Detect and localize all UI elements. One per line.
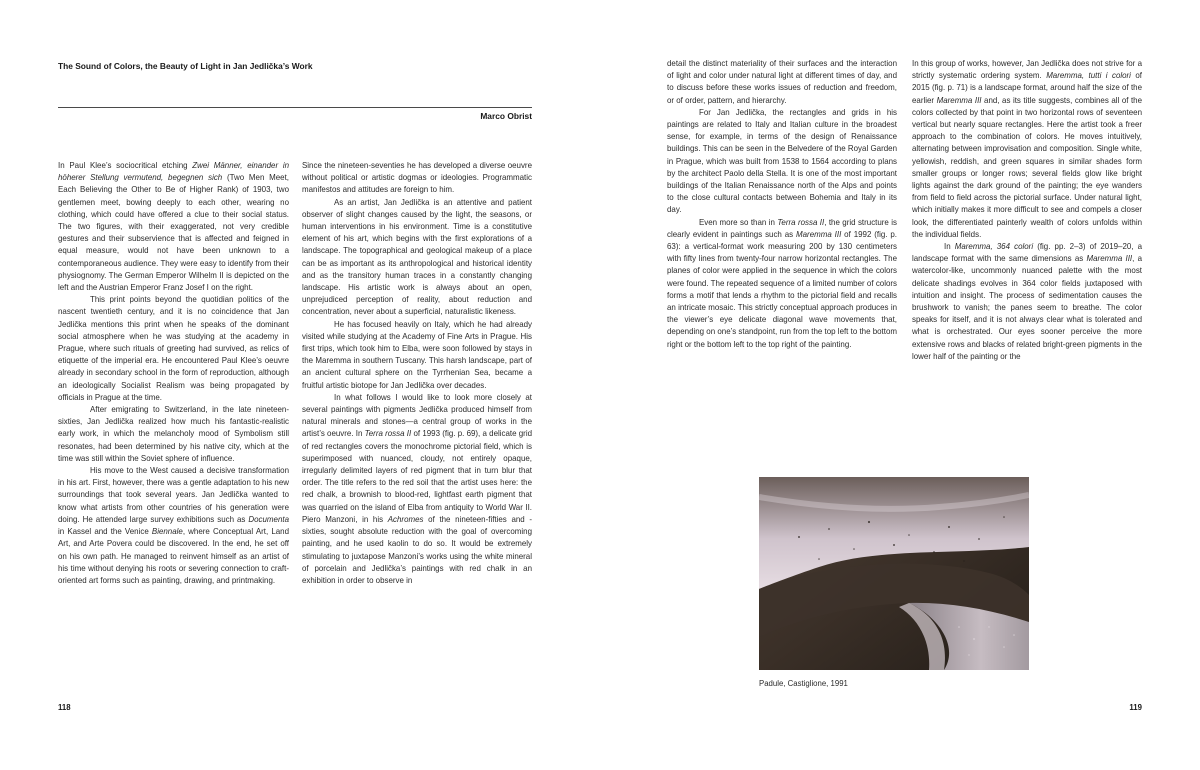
paragraph: He has focused heavily on Italy, which he had already visited while studying at the Academy of Fine Arts in Prague. His first trips, which took him to Elba, were soon followed by stays in the Maremma in southern Tuscany. This harsh landscape, part of an ancient cultural sphere on the Tyrrhenian Sea, became a fruitful artistic biotope for Jan Jedlička over decades. [302,319,532,390]
running-title: The Sound of Colors, the Beauty of Light in Jan Jedlička’s Work [58,61,313,71]
right-page [600,0,1200,770]
text-column-4 [912,58,1142,363]
text-column-3 [667,58,897,351]
paragraph: As an artist, Jan Jedlička is an attentive and patient observer of slight changes caused by the light, the seasons, or human interventions in his environment. Time is a constitutive element of his art, which begins with the first explorations of a landscape. The topographical and geological makeup of a place can be as important as its anthropological and historical identity and as the transitory human traces in a constantly changing landscape. His artistic work is always about an open, unprejudiced perception of reality, about reduction and concentration, never about a superficial, naturalistic likeness. [302,197,532,317]
paragraph: In Paul Klee’s sociocritical etching Zwei Männer, einander in höherer Stellung vermutend, begegnen sich (Two Men Meet, Each Believing the Other to Be of Higher Rank) of 1903, two gentlemen meet, bowing deeply to each other, wearing no clothing, which could have offered a clue to their social status. The two figures, with their exaggerated, not very credible gestures and their subservience that is affected and feigned in equal measure, would not have been unknown to a contemporaneous audience. They were easy to identify from their physiognomy. The German Emperor Wilhelm II is depicted on the left and the Austrian Emperor Franz Josef I on the right. [58,161,289,293]
text-column-2 [302,160,532,587]
figure-caption: Padule, Castiglione, 1991 [759,679,848,688]
text-column-1 [58,160,289,587]
paragraph: This print points beyond the quotidian politics of the nascent twentieth century, and it is no coincidence that Jan Jedlička mentions this print when he speaks of the dominant social atmosphere when he was studying at the academy in Prague, where such rituals of greeting had survived, as relics of etiquette of the imperial era. He encountered Paul Klee’s oeuvre already in secondary school in the form of reproduction, although an ideologically Socialist Realism was being propagated by officials in Prague at the time. [58,295,289,402]
paragraph: His move to the West caused a decisive transformation in his art. First, however, there was a gentle adaptation to his new surroundings that took several years. Jan Jedlička wanted to know what artists from other countries of his generation were doing. He attended large survey exhibitions such as Documenta in Kassel and the Venice Biennale, where Conceptual Art, Land Art, and Arte Povera could be discovered. In the end, he set off on his own path. He managed to reinvent himself as an artist of his time without denying his roots or severing connection to craft-oriented art forms such as painting, drawing, and printmaking. [58,466,289,585]
page-number-right: 119 [1129,703,1142,712]
paragraph: In Maremma, 364 colori (fig. pp. 2–3) of 2019–20, a landscape format with the same dimensions as Maremma III, a watercolor-like, uncommonly nuanced palette with the most delicate shadings evolves in 364 color fields juxtaposed with intuition and insight. The process of sedimentation causes the brushwork to vanish; the panes seem to breathe. The color speaks for itself, and it is not always clear what is tolerated and what is orchestrated. Our eyes sooner perceive the more extensive rows and blacks of related bright-green pigments in the lower half of the painting or the [912,242,1143,361]
paragraph: After emigrating to Switzerland, in the late nineteen-sixties, Jan Jedlička realized how much his fantastic-realistic early work, in which the melancholy mood of Symbolism still resonates, had been determined by his native city, which at the time was still within the Soviet sphere of influence. [58,405,289,463]
photo-illustration [759,477,1029,670]
paragraph: detail the distinct materiality of their surfaces and the interaction of light and color under natural light at different times of day, and to discuss before these works issues of reduction and freedom, or of order, pattern, and hierarchy. [667,59,897,105]
paragraph: Since the nineteen-seventies he has developed a diverse oeuvre without political or artistic dogmas or ideologies. Programmatic manifestos and attitudes are foreign to him. [302,161,532,195]
paragraph: Even more so than in Terra rossa II, the grid structure is clearly evident in paintings such as Maremma III of 1992 (fig. p. 63): a vertical-format work measuring 200 by 130 centimeters with fifty lines from twenty-four narrow horizontal rectangles. The planes of color were applied in the sequence in which the colors were found. The repeated sequence of a limited number of colors forms a motif that lends a rhythm to the pictorial field and recalls an intricate mosaic. This strictly conceptual approach produces in the viewer’s eye delicate diagonal wave movements that, depending on one’s standpoint, run from the top left to the bottom right or the bottom left to the top right of the painting. [667,217,898,349]
landscape-photo [759,477,1029,670]
paragraph: For Jan Jedlička, the rectangles and grids in his paintings are related to Italy and Italian culture in the broadest sense, for example, in terms of the design of Renaissance buildings. This can be seen in the Belvedere of the Royal Garden in Prague, which was built from 1538 to 1564 according to plans by the architect Paolo della Stella. It is one of the most important buildings of the Italian Renaissance north of the Alps and points to the close cultural contacts between Bohemia and Italy in its day. [667,107,897,215]
paragraph: In this group of works, however, Jan Jedlička does not strive for a strictly systematic ordering system. Maremma, tutti i colori of 2015 (fig. p. 71) is a landscape format, around half the size of the earlier Maremma III and, as its title suggests, combines all of the colors collected by that point in two horizontal rows of seventeen vertical but nearly square rectangles. Here the artist took a freer approach to the combination of colors. He moves intuitively, alternating between improvisation and composition. Single white, yellowish, reddish, and green squares in similar shades form smaller groups or longer rows; several fields glow like bright lights against the dark ground of the painting; the eye wanders from field to field across the pictorial surface. Under natural light, which initially makes it more difficult to see and compels a closer look, the differentiated painterly wealth of colors unfolds within the individual fields. [912,59,1143,239]
page-number-left: 118 [58,703,71,712]
paragraph: In what follows I would like to look more closely at several paintings with pigments Jedlička produced himself from natural minerals and stones—a central group of works in the artist’s oeuvre. In Terra rossa II of 1993 (fig. p. 69), a delicate grid of red rectangles covers the monochrome pictorial field, which is superimposed with nuanced, cloudy, not entirely opaque, irregularly delimited layers of red pigment that in turn blur that order. The title refers to the red soil that the artist uses here: the red chalk, a brownish to blood-red, lightfast earth pigment that was quarried on the island of Elba from antiquity to World War II. Piero Manzoni, in his Achromes of the nineteen-fifties and -sixties, sought absolute reduction with the goal of overcoming painting, and he used kaolin to do so. It would be extremely stimulating to juxtapose Manzoni’s works using the white mineral of porcelain and Jedlička’s paintings with red chalk in an exhibition in order to observe in [302,392,533,585]
title-rule [58,107,532,108]
author-name: Marco Obrist [480,111,532,121]
